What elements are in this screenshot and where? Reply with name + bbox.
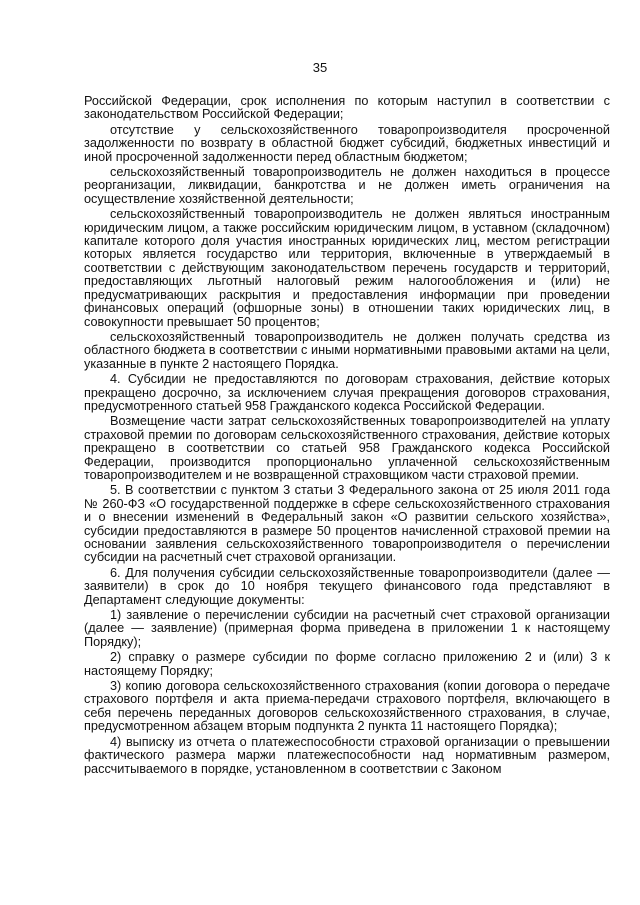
paragraph-13: 4) выписку из отчета о платежеспособности страховой организации о превышении фактического размера маржи платежеспособности над нормативным размером, рассчитываемого в порядке, установленном в соответствии с Законом (84, 734, 610, 776)
paragraph-2: отсутствие у сельскохозяйственного товаропроизводителя просроченной задолженности по возврату в областной бюджет субсидий, бюджетных инвестиций и иной просроченной задолженности перед областным бюджетом; (84, 122, 610, 164)
paragraph-7: Возмещение части затрат сельскохозяйственных товаропроизводителей на уплату страховой премии по договорам сельскохозяйственного страхования, действие которых прекращено в соответствии со статьей 958 Гражданского кодекса Российской Федерации, производится пропорционально уплаченной сельскохозяйственным товаропроизводителем и не возвращенной страховщиком части страховой премии. (84, 414, 610, 482)
paragraph-6: 4. Субсидии не предоставляются по договорам страхования, действие которых прекращено досрочно, за исключением случая прекращения договоров страхования, предусмотренного статьей 958 Гражданского кодекса Российской Федерации. (84, 372, 610, 413)
paragraph-5: сельскохозяйственный товаропроизводитель не должен получать средства из областного бюджета в соответствии с иными нормативными правовыми актами на цели, указанные в пункте 2 настоящего Порядка. (84, 329, 610, 371)
paragraph-3: сельскохозяйственный товаропроизводитель не должен находиться в процессе реорганизации, ликвидации, банкротства и не должен иметь ограничения на осуществление хозяйственной деятельности; (84, 165, 610, 206)
paragraph-11: 2) справку о размере субсидии по форме согласно приложению 2 и (или) 3 к настоящему Порядку; (84, 650, 610, 678)
document-body (84, 95, 610, 778)
paragraph-1: Российской Федерации, срок исполнения по которым наступил в соответствии с законодательством Российской Федерации; (84, 94, 610, 122)
paragraph-10: 1) заявление о перечислении субсидии на расчетный счет страховой организации (далее — заявление) (примерная форма приведена в приложении 1 к настоящему Порядку); (84, 608, 610, 649)
paragraph-12: 3) копию договора сельскохозяйственного страхования (копии договора о передаче страхового портфеля и акта приема-передачи страхового портфеля, включающего в себя перечень переданных договоров сельскохозяйственного страхования, в случае, предусмотренном абзацем вторым подпункта 2 пункта 11 настоящего Порядка); (84, 679, 610, 734)
paragraph-8: 5. В соответствии с пунктом 3 статьи 3 Федерального закона от 25 июля 2011 года № 260-ФЗ «О государственной поддержке в сфере сельскохозяйственного страхования и о внесении изменений в Федеральный закон «О развитии сельского хозяйства», субсидии предоставляются в размере 50 процентов начисленной страховой премии на основании заявления сельскохозяйственного товаропроизводителя о перечислении субсидии на расчетный счет страховой организации. (84, 483, 610, 565)
paragraph-4: сельскохозяйственный товаропроизводитель не должен являться иностранным юридическим лицом, а также российским юридическим лицом, в уставном (складочном) капитале которого доля участия иностранных юридических лиц, местом регистрации которых является государство или территория, включенные в утверждаемый в соответствии с действующим законодательством перечень государств и территорий, предоставляющих льготный налоговый режим налогообложения и (или) не предусматривающих раскрытия и предоставления информации при проведении финансовых операций (офшорные зоны) в отношении таких юридических лиц, в совокупности превышает 50 процентов; (84, 207, 610, 329)
page-number: 35 (312, 60, 328, 75)
paragraph-9: 6. Для получения субсидии сельскохозяйственные товаропроизводители (далее — заявители) в срок до 10 ноября текущего финансового года представляют в Департамент следующие документы: (84, 565, 610, 607)
